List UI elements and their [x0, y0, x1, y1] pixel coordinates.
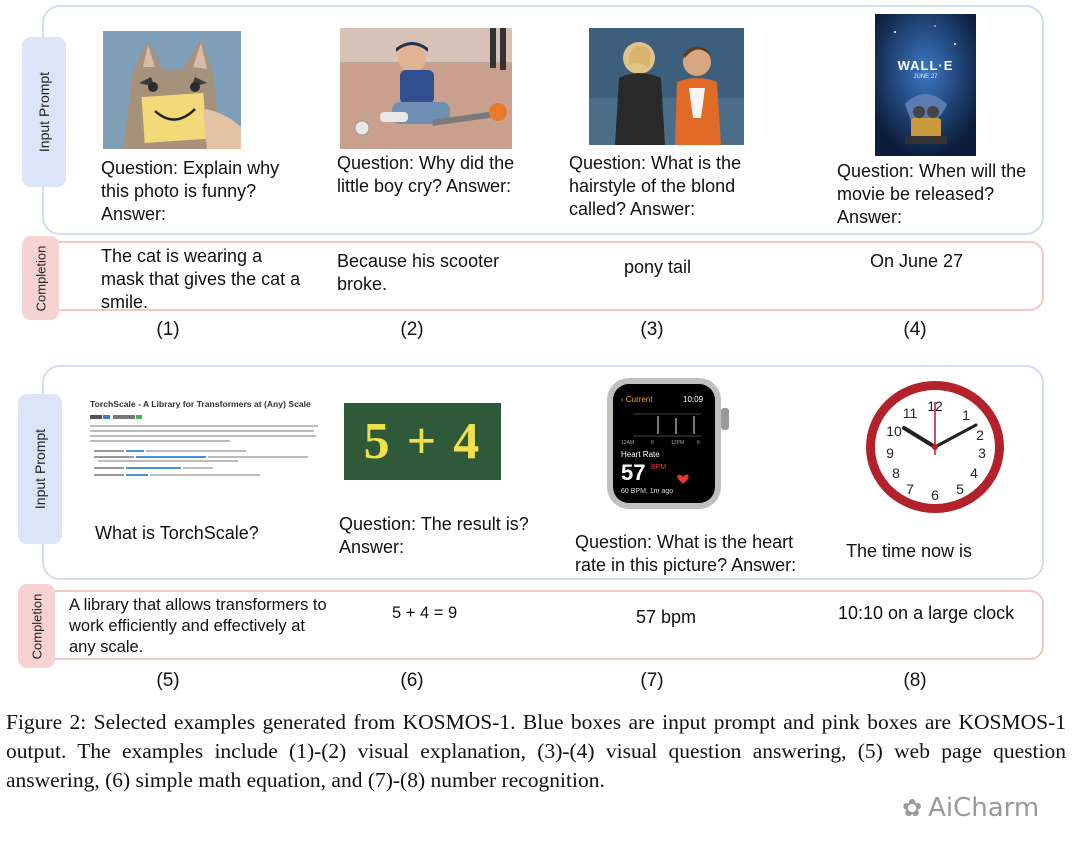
answer-1: The cat is wearing a mask that gives the cat a smile.: [101, 246, 301, 312]
example-number-4: (4): [903, 319, 927, 340]
example-number-7: (7): [640, 670, 664, 691]
watch-heart-rate-value: 57: [621, 460, 646, 485]
completion-label-row2: Completion: [18, 584, 55, 668]
example-number-3: (3): [640, 319, 664, 340]
svg-text:2: 2: [976, 427, 984, 443]
question-6: Question: The result is? Answer:: [339, 514, 529, 557]
watch-back: ‹ Current: [621, 395, 653, 404]
boy-scooter-image: [340, 28, 512, 149]
figure-caption: Figure 2: Selected examples generated from KOSMOS-1. Blue boxes are input prompt and pink boxes are KOSMOS-1 output. The examples include (1)-(2) visual explanation, (3)-(4) visual question answering, (5) web page question answering, (6) simple math equation, and (7)-(8) number recognition.: [6, 710, 1066, 792]
question-7: Question: What is the heart rate in this picture? Answer:: [575, 532, 797, 575]
answer-8: 10:10 on a large clock: [838, 603, 1015, 623]
watch-time: 10:09: [683, 395, 704, 404]
example-number-2: (2): [400, 319, 424, 340]
watermark-text: AiCharm: [928, 793, 1040, 823]
svg-text:8: 8: [892, 465, 900, 481]
smartwatch-image: [605, 376, 731, 511]
answer-4: On June 27: [870, 251, 964, 271]
walle-poster-image: [875, 14, 976, 156]
svg-text:5: 5: [956, 481, 964, 497]
svg-text:7: 7: [906, 481, 914, 497]
question-2: Question: Why did the little boy cry? Answer:: [337, 153, 515, 196]
poster-title: WALL·E: [897, 58, 954, 73]
answer-7: 57 bpm: [636, 607, 697, 627]
answer-3: pony tail: [624, 257, 692, 277]
example-number-6: (6): [400, 670, 424, 691]
svg-text:11: 11: [902, 405, 918, 421]
tennis-players-image: [589, 28, 744, 145]
torchscale-webpage-image: [88, 393, 322, 497]
watch-heart-rate-title: Heart Rate: [621, 450, 660, 459]
chalkboard-equation-image: [344, 403, 501, 480]
svg-text:1: 1: [962, 407, 970, 423]
input-prompt-label-row1: Input Prompt: [22, 37, 66, 187]
wall-clock-image: [864, 380, 1006, 515]
svg-text:6: 6: [931, 487, 939, 503]
example-number-5: (5): [156, 670, 180, 691]
poster-date: JUNE 27: [913, 74, 938, 80]
watch-heart-rate-unit: BPM: [651, 464, 667, 471]
watch-axis-3: 12PM: [671, 440, 685, 446]
webpage-title: TorchScale - A Library for Transformers at (Any) Scale: [90, 399, 311, 409]
svg-text:12: 12: [927, 398, 943, 414]
svg-text:3: 3: [978, 445, 986, 461]
question-3: Question: What is the hairstyle of the blond called? Answer:: [569, 153, 742, 219]
input-prompt-label-row2: Input Prompt: [18, 394, 62, 544]
svg-text:9: 9: [886, 445, 894, 461]
answer-2: Because his scooter broke.: [337, 251, 500, 294]
question-5: What is TorchScale?: [95, 523, 259, 543]
question-1: Question: Explain why this photo is funny? Answer:: [101, 158, 280, 224]
watermark: [902, 793, 1039, 823]
example-number-8: (8): [903, 670, 927, 691]
answer-5: A library that allows transformers to work efficiently and effectively at any scale.: [69, 596, 327, 656]
watch-axis-2: 6: [651, 440, 654, 446]
chalkboard-equation-text: 5 + 4: [363, 413, 482, 470]
wechat-icon: ✿: [902, 794, 923, 822]
watch-axis-4: 6: [697, 440, 700, 446]
question-4: Question: When will the movie be released? Answer:: [837, 161, 1027, 227]
example-number-1: (1): [156, 319, 180, 340]
question-8: The time now is: [846, 541, 973, 561]
svg-text:10: 10: [886, 423, 902, 439]
cat-image: [103, 31, 241, 149]
svg-text:4: 4: [970, 465, 978, 481]
completion-label-row1: Completion: [22, 236, 59, 320]
watch-heart-rate-sub: 60 BPM, 1m ago: [621, 488, 674, 495]
answer-6: 5 + 4 = 9: [392, 604, 458, 622]
watch-axis-1: 12AM: [621, 440, 635, 446]
